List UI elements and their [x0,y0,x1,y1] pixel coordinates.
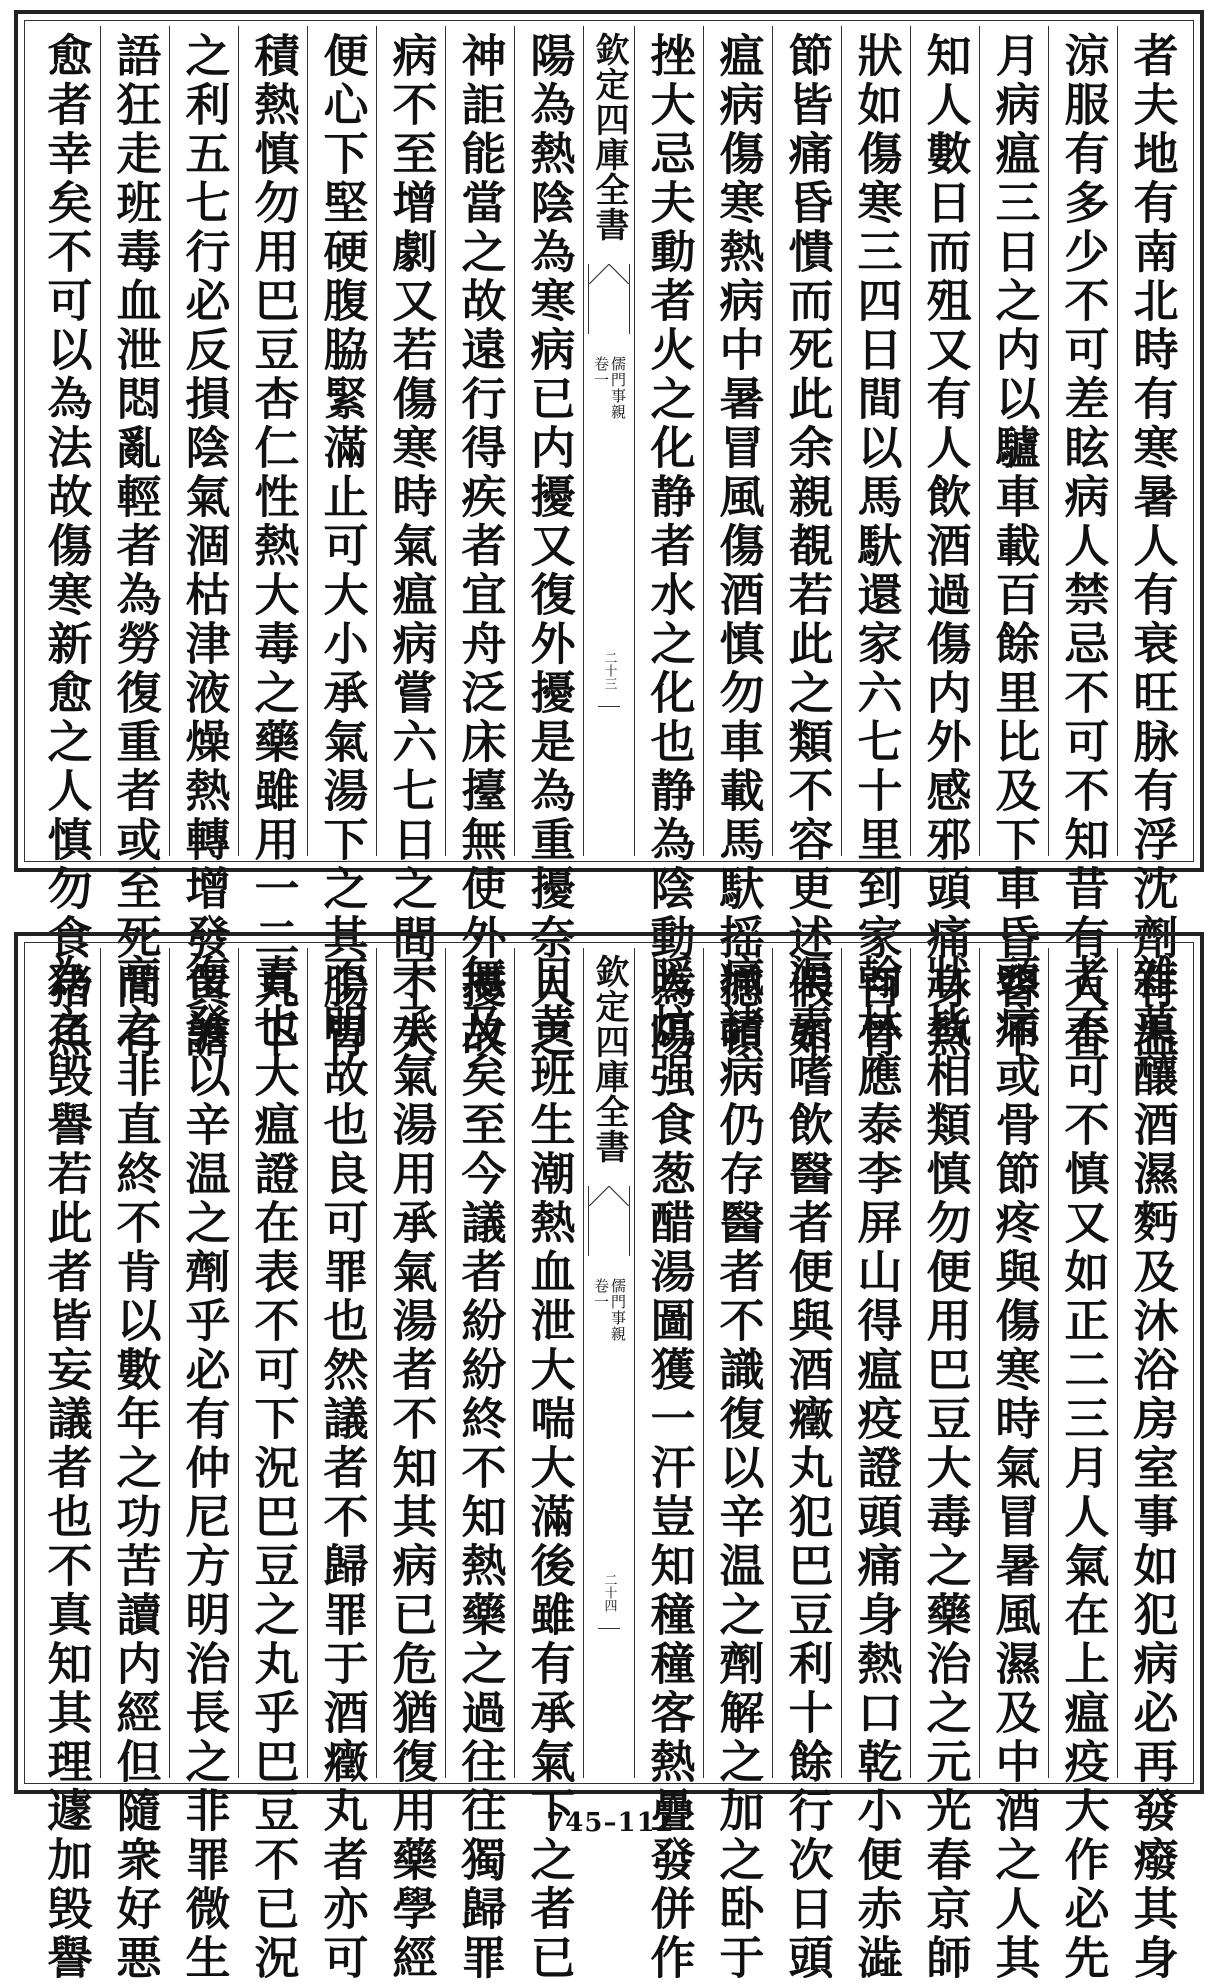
text-column [307,948,376,1983]
text-column [772,26,841,1061]
text-column [307,26,376,1061]
text-column [445,26,514,1061]
column-text: 暖炕强食葱醋湯圖獲一汗豈知穜穜客熱疊發併作 [642,954,696,1983]
book-title: 儒門事親 [609,356,627,420]
column-text: 翰林應泰李屏山得瘟疫證頭痛身熱口乾小便赤澁 [849,954,903,1983]
text-column [634,948,703,1983]
column-text: 狀皆相類慎勿便用巴豆大毒之藥治之元光春京師 [918,954,972,1983]
folio-number: 二十四 [601,1573,617,1612]
text-column [1048,26,1117,1061]
column-text: 不明故也良可罪也然議者不歸罪于酒癥丸者亦可 [315,954,369,1983]
column-text: 節皆痛昏憒而死此余親覩若此之類不容更述假如 [780,32,834,1061]
text-column [772,948,841,1983]
column-text: 神詎能當之故遠行得疾者宜舟泛床擡無使外擾故 [453,32,507,1061]
text-column [100,26,169,1061]
fold-line [598,706,620,707]
center-fold [583,948,634,1778]
text-column [703,948,772,1983]
center-fold [583,26,634,856]
collection-title: 欽定四庫全書 [589,954,629,1164]
column-text: 涼服有多少不可差眩病人禁忌不可不知昔有人春 [1056,32,1110,1061]
text-column [238,26,307,1061]
column-text: 頭痛或骨節疼與傷寒時氣冒暑風濕及中酒之人其 [987,954,1041,1983]
text-column [910,26,979,1061]
column-text: 痛諸病仍存醫者不識復以辛温之劑解之加之卧于 [711,954,765,1983]
fishtail-mark [588,1186,630,1256]
text-column [100,948,169,1983]
column-row [32,26,1186,1061]
column-text: 渠素嗜飲醫者便與酒癥丸犯巴豆利十餘行次日頭 [780,954,834,1983]
column-text: 雜菓釀酒濕麪及沐浴房室事如犯病必再發癈其身 [1125,954,1179,1983]
text-column [634,26,703,1061]
column-text: 無及矣至今議者紛紛終不知熱藥之過往往獨歸罪 [453,954,507,1983]
text-column [1117,26,1186,1061]
text-column [841,948,910,1983]
column-text: 者不可不慎又如正二三月人氣在上瘟疫大作必先 [1056,954,1110,1983]
column-text: 為之毁譽若此者皆妄議者也不真知其理遽加毁譽 [39,954,93,1983]
column-text: 狀如傷寒三四日間以馬馱還家六七十里到家百骨 [849,32,903,1061]
column-text: 目黄班生潮熱血泄大喘大滿後雖有承氣下之者已 [522,954,576,1983]
column-text: 愈者幸矣不可以為法故傷寒新愈之人慎勿食猪魚 [39,32,93,1061]
column-text: 積熱慎勿用巴豆杏仁性熱大毒之藥雖用一二丸下 [246,32,300,1061]
column-text: 挫大忌夫動者火之化静者水之化也静為陰動為陽 [642,32,696,1061]
column-text: 語狂走班毒血泄悶亂輕者為勞復重者或至死間有 [108,32,162,1061]
book-title: 儒門事親 [609,1278,627,1342]
column-text: 于承氣湯用承氣湯者不知其病已危猶復用藥學經 [384,954,438,1983]
text-column [979,948,1048,1983]
text-column [841,26,910,1061]
text-column [514,26,583,1061]
text-column [514,948,583,1983]
text-column [445,948,514,1983]
text-column [238,948,307,1983]
collection-title: 欽定四庫全書 [589,32,629,242]
text-column [32,948,100,1983]
fishtail-mark [588,264,630,334]
text-column [169,948,238,1983]
page-top [14,10,1204,1061]
column-text: 高之非直終不肯以數年之功苦讀内經但隨衆好悪 [108,954,162,1983]
page-footer-number: 745–112 [546,1808,675,1838]
column-text: 病不至增劇又若傷寒時氣瘟病嘗六七日之間不大 [384,32,438,1061]
column-text: 知人數日而殂又有人飲酒過傷内外感邪頭痛身熱 [918,32,972,1061]
text-column [32,26,100,1061]
volume-label: 卷一 [592,1278,610,1310]
column-text: 之利五七行必反損陰氣涸枯津液燥熱轉增發黄譫 [177,32,231,1061]
text-column [1117,948,1186,1983]
folio-number: 二十三 [601,651,617,690]
volume-label: 卷一 [592,356,610,388]
column-text: 者夫地有南北時有寒暑人有衰旺脉有浮沈劑有温 [1125,32,1179,1061]
text-column [169,26,238,1061]
text-column [376,948,445,1983]
text-column [376,26,445,1061]
column-text: 復發以辛温之劑乎必有仲尼方明治長之非罪微生 [177,954,231,1983]
text-column [703,26,772,1061]
text-column [910,948,979,1983]
column-text: 月病瘟三日之内以驢車載百餘里比及下車昏瞀不 [987,32,1041,1061]
fold-line [598,1628,620,1629]
text-column [979,26,1048,1061]
column-text: 陽為熱陰為寒病已内擾又復外擾是為重擾奈人之 [522,32,576,1061]
column-text: 責也大瘟證在表不可下況巴豆之丸乎巴豆不已況 [246,954,300,1983]
column-text: 瘟病傷寒熱病中暑冒風傷酒慎勿車載馬馱摇撼頓 [711,32,765,1061]
column-text: 便心下堅硬腹脇緊滿止可大小承氣湯下之其腸胃 [315,32,369,1061]
text-column [1048,948,1117,1983]
